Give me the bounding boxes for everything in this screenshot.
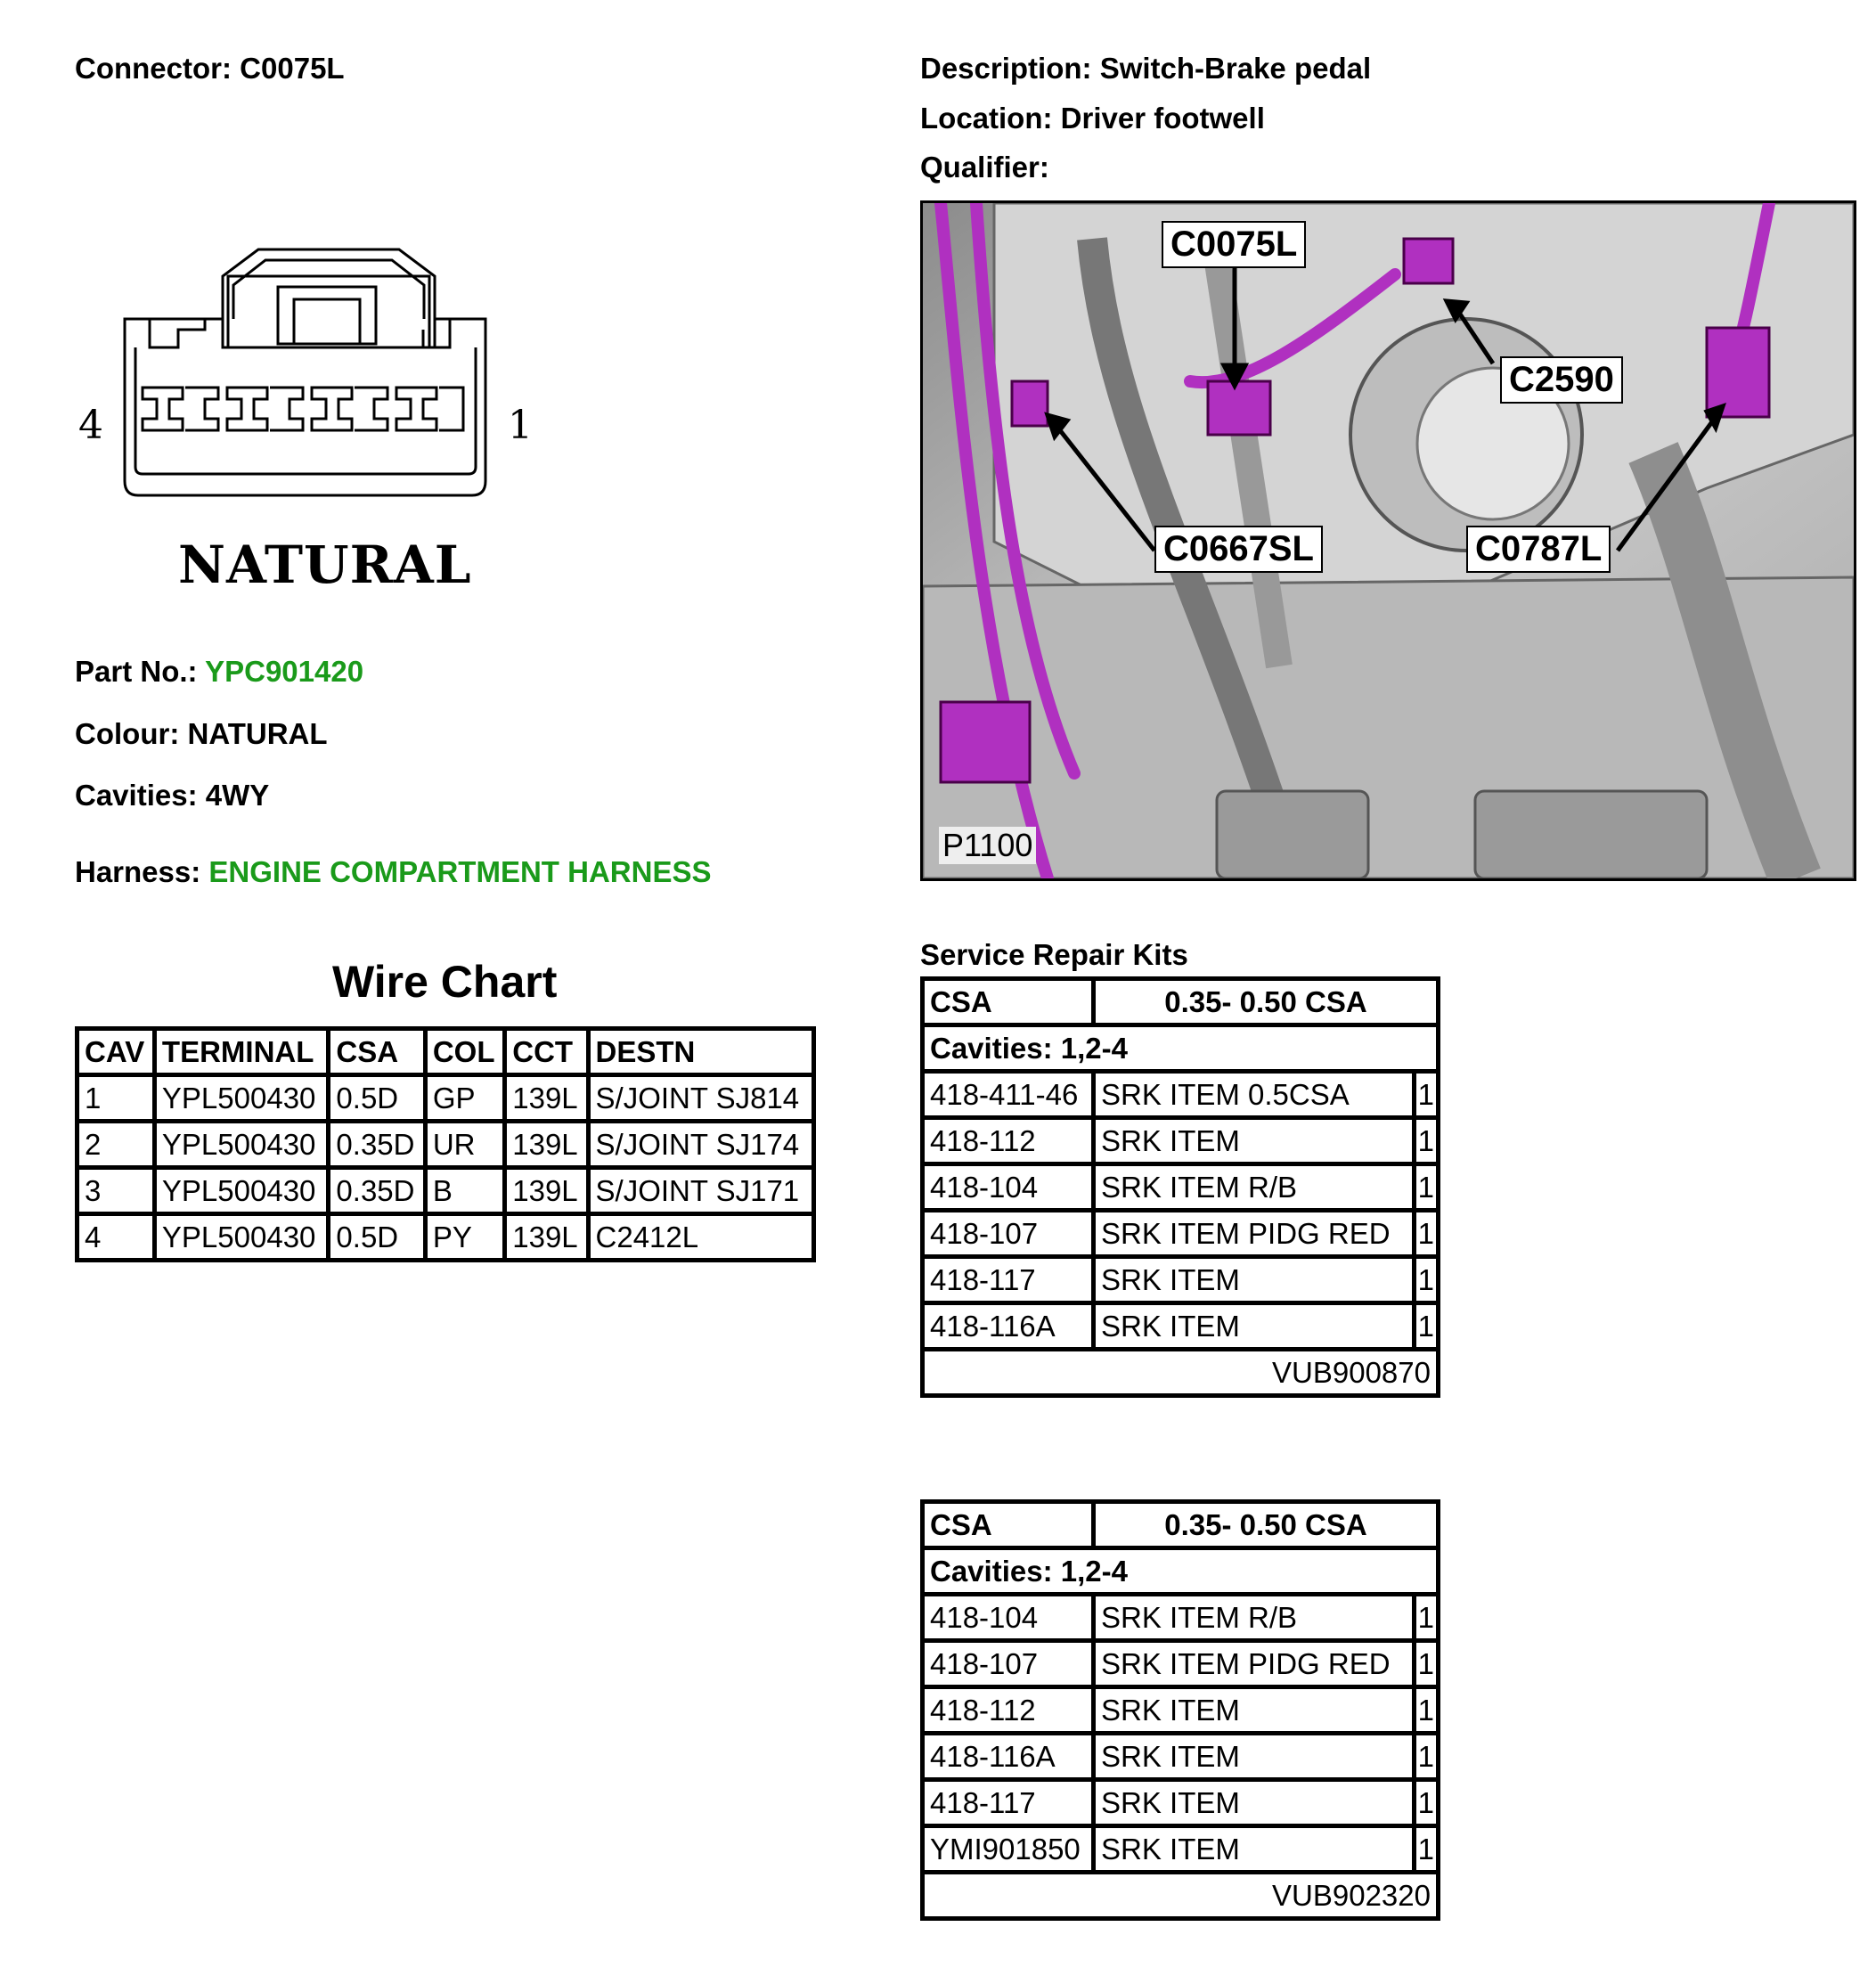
description-value: Switch-Brake pedal <box>1099 52 1372 85</box>
kit-cavities-row <box>923 1025 1439 1072</box>
kit-item-description: SRK ITEM <box>1094 1687 1415 1734</box>
table-cell: YPL500430 <box>154 1214 329 1261</box>
kit-item-description: SRK ITEM <box>1094 1780 1415 1826</box>
photo-illustration <box>923 203 1854 878</box>
kit-header-row <box>923 979 1439 1025</box>
kit-item-qty: 1 <box>1414 1257 1438 1303</box>
kit-item-description: SRK ITEM R/B <box>1094 1595 1415 1641</box>
kit-item-description: SRK ITEM 0.5CSA <box>1094 1072 1415 1118</box>
table-row <box>923 1641 1439 1687</box>
kit-item-qty: 1 <box>1414 1072 1438 1118</box>
kit-part-number: 418-112 <box>923 1687 1094 1734</box>
table-row <box>923 1687 1439 1734</box>
kit-item-qty: 1 <box>1414 1164 1438 1211</box>
table-cell: 0.35D <box>329 1122 425 1168</box>
kit-cavities: Cavities: 1,2-4 <box>923 1025 1439 1072</box>
location-photo <box>920 200 1856 881</box>
table-cell: 139L <box>505 1214 588 1261</box>
kit-item-description: SRK ITEM R/B <box>1094 1164 1415 1211</box>
part-number-line <box>75 655 363 689</box>
kit-part-number: 418-104 <box>923 1164 1094 1211</box>
kit-number-row <box>923 1873 1439 1919</box>
table-row <box>923 1595 1439 1641</box>
table-cell: UR <box>425 1122 504 1168</box>
kit-part-number: 418-116A <box>923 1303 1094 1350</box>
colour-line <box>75 717 328 751</box>
table-cell: 4 <box>77 1214 155 1261</box>
cavities-label: Cavities: <box>75 779 198 812</box>
kit-csa-label: CSA <box>923 979 1094 1025</box>
kit-item-description: SRK ITEM <box>1094 1303 1415 1350</box>
table-row <box>923 1211 1439 1257</box>
wire-chart-table <box>75 1026 816 1262</box>
cavities-value: 4WY <box>205 779 270 812</box>
kit-item-description: SRK ITEM <box>1094 1826 1415 1873</box>
table-cell: S/JOINT SJ171 <box>588 1168 813 1214</box>
kit-item-description: SRK ITEM PIDG RED <box>1094 1211 1415 1257</box>
kit-header-row <box>923 1502 1439 1548</box>
description-line <box>920 52 1371 86</box>
repair-kits-heading: Service Repair Kits <box>920 938 1188 971</box>
location-line <box>920 102 1265 135</box>
kit-item-qty: 1 <box>1414 1118 1438 1164</box>
kit-number-row <box>923 1350 1439 1396</box>
wire-chart-title: Wire Chart <box>332 957 558 1007</box>
kit-part-number: 418-112 <box>923 1118 1094 1164</box>
kit-item-qty: 1 <box>1414 1595 1438 1641</box>
connector-value: C0075L <box>240 52 345 85</box>
column-header: CCT <box>505 1029 588 1075</box>
qualifier-line <box>920 151 1049 184</box>
qualifier-label: Qualifier: <box>920 151 1049 184</box>
callout-c0787l: C0787L <box>1466 526 1611 573</box>
kit-part-number: 418-107 <box>923 1641 1094 1687</box>
column-header: COL <box>425 1029 504 1075</box>
kit-item-qty: 1 <box>1414 1780 1438 1826</box>
kit-item-description: SRK ITEM <box>1094 1734 1415 1780</box>
callout-c0075l: C0075L <box>1162 221 1306 268</box>
wire-chart-header-row <box>77 1029 814 1075</box>
table-cell: 0.5D <box>329 1214 425 1261</box>
table-row <box>923 1118 1439 1164</box>
location-value: Driver footwell <box>1060 102 1265 135</box>
table-row <box>923 1734 1439 1780</box>
kit-item-qty: 1 <box>1414 1211 1438 1257</box>
table-cell: 3 <box>77 1168 155 1214</box>
kit-part-number: 418-107 <box>923 1211 1094 1257</box>
kit-item-qty: 1 <box>1414 1687 1438 1734</box>
table-cell: 139L <box>505 1075 588 1122</box>
kit-item-qty: 1 <box>1414 1734 1438 1780</box>
table-cell: 1 <box>77 1075 155 1122</box>
table-cell: 0.5D <box>329 1075 425 1122</box>
part-number-link[interactable]: YPC901420 <box>205 655 364 688</box>
location-label: Location: <box>920 102 1053 135</box>
kit-item-qty: 1 <box>1414 1641 1438 1687</box>
repair-kit-table-2 <box>920 1499 1440 1921</box>
table-cell: 139L <box>505 1168 588 1214</box>
pin-label-right: 1 <box>508 403 533 448</box>
kit-cavities: Cavities: 1,2-4 <box>923 1548 1439 1595</box>
colour-value: NATURAL <box>187 717 328 750</box>
table-cell: YPL500430 <box>154 1122 329 1168</box>
connector-label: Connector: <box>75 52 232 85</box>
kit-number: VUB902320 <box>923 1873 1439 1919</box>
kit-csa-value: 0.35- 0.50 CSA <box>1094 979 1439 1025</box>
harness-link[interactable]: ENGINE COMPARTMENT HARNESS <box>208 855 712 888</box>
part-number-label: Part No.: <box>75 655 198 688</box>
connector-colour-caption: NATURAL <box>178 535 472 595</box>
table-row <box>77 1122 814 1168</box>
table-row <box>923 1826 1439 1873</box>
connector-face-diagram <box>71 241 534 526</box>
table-cell: GP <box>425 1075 504 1122</box>
table-cell: S/JOINT SJ174 <box>588 1122 813 1168</box>
colour-label: Colour: <box>75 717 180 750</box>
kit-number: VUB900870 <box>923 1350 1439 1396</box>
kit-part-number: 418-116A <box>923 1734 1094 1780</box>
repair-kit-table-1 <box>920 976 1440 1398</box>
callout-c0667sl: C0667SL <box>1154 526 1323 573</box>
column-header: CSA <box>329 1029 425 1075</box>
description-label: Description: <box>920 52 1092 85</box>
kit-part-number: 418-104 <box>923 1595 1094 1641</box>
table-row <box>77 1168 814 1214</box>
kit-item-description: SRK ITEM PIDG RED <box>1094 1641 1415 1687</box>
column-header: CAV <box>77 1029 155 1075</box>
kit-item-qty: 1 <box>1414 1303 1438 1350</box>
kit-item-description: SRK ITEM <box>1094 1257 1415 1303</box>
kit-item-description: SRK ITEM <box>1094 1118 1415 1164</box>
photo-reference: P1100 <box>939 827 1036 864</box>
table-row <box>923 1780 1439 1826</box>
column-header: DESTN <box>588 1029 813 1075</box>
table-row <box>923 1072 1439 1118</box>
table-cell: 2 <box>77 1122 155 1168</box>
connector-line <box>75 52 345 86</box>
kit-item-qty: 1 <box>1414 1826 1438 1873</box>
column-header: TERMINAL <box>154 1029 329 1075</box>
kit-cavities-row <box>923 1548 1439 1595</box>
table-row <box>77 1214 814 1261</box>
kit-part-number: 418-117 <box>923 1257 1094 1303</box>
kit-part-number: 418-411-46 <box>923 1072 1094 1118</box>
table-row <box>923 1257 1439 1303</box>
kit-csa-value: 0.35- 0.50 CSA <box>1094 1502 1439 1548</box>
kit-part-number: 418-117 <box>923 1780 1094 1826</box>
callout-c2590: C2590 <box>1500 356 1623 404</box>
table-cell: B <box>425 1168 504 1214</box>
cavities-line <box>75 779 269 812</box>
table-cell: 0.35D <box>329 1168 425 1214</box>
table-cell: PY <box>425 1214 504 1261</box>
table-row <box>923 1164 1439 1211</box>
table-cell: S/JOINT SJ814 <box>588 1075 813 1122</box>
table-cell: C2412L <box>588 1214 813 1261</box>
harness-label: Harness: <box>75 855 201 888</box>
pin-label-left: 4 <box>78 403 103 448</box>
kit-csa-label: CSA <box>923 1502 1094 1548</box>
table-cell: YPL500430 <box>154 1168 329 1214</box>
table-row <box>923 1303 1439 1350</box>
kit-part-number: YMI901850 <box>923 1826 1094 1873</box>
table-row <box>77 1075 814 1122</box>
table-cell: YPL500430 <box>154 1075 329 1122</box>
table-cell: 139L <box>505 1122 588 1168</box>
harness-line <box>75 855 711 889</box>
